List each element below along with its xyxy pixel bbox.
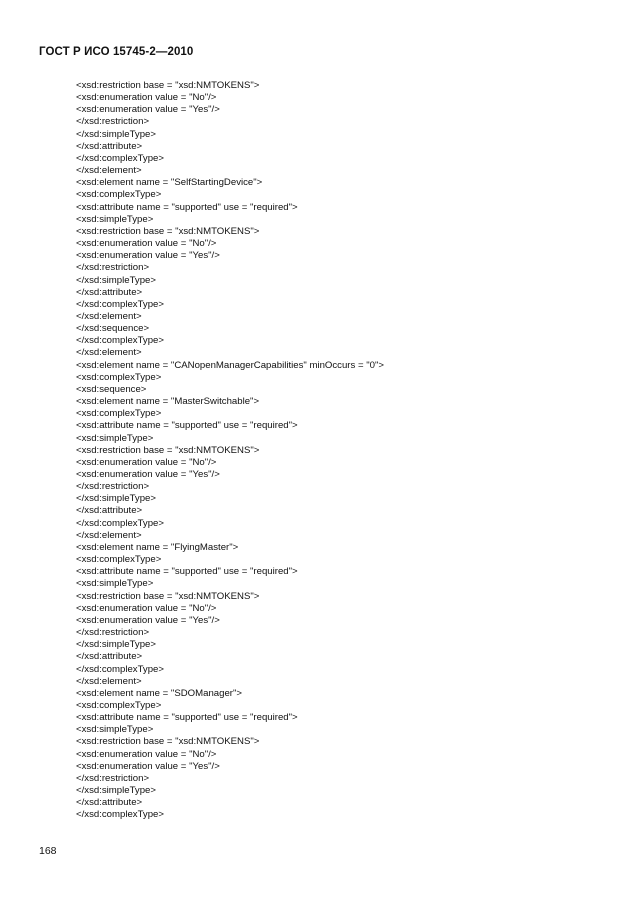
page-number: 168 xyxy=(39,845,57,857)
code-line: </xsd:element> xyxy=(76,675,142,687)
code-line: <xsd:enumeration value = "No"/> xyxy=(76,238,217,250)
code-line: <xsd:enumeration value = "No"/> xyxy=(76,456,217,468)
code-line: </xsd:attribute> xyxy=(76,286,143,298)
code-line: <xsd:complexType> xyxy=(76,408,162,420)
code-line: <xsd:simpleType> xyxy=(76,432,154,444)
document-header: ГОСТ Р ИСО 15745-2—2010 xyxy=(39,46,194,58)
code-line: <xsd:sequence> xyxy=(76,383,147,395)
code-line: </xsd:restriction> xyxy=(76,481,150,493)
code-line: </xsd:complexType> xyxy=(76,663,164,675)
code-line: <xsd:enumeration value = "Yes"/> xyxy=(76,760,220,772)
xsd-code-listing xyxy=(76,80,384,822)
code-line: <xsd:complexType> xyxy=(76,371,162,383)
code-line: </xsd:simpleType> xyxy=(76,128,156,140)
code-line: </xsd:simpleType> xyxy=(76,785,156,797)
code-line: </xsd:complexType> xyxy=(76,152,164,164)
code-line: </xsd:sequence> xyxy=(76,323,150,335)
code-line: <xsd:restriction base = "xsd:NMTOKENS"> xyxy=(76,80,260,91)
code-line: </xsd:attribute> xyxy=(76,505,143,517)
code-line: </xsd:attribute> xyxy=(76,797,143,809)
code-line: <xsd:element name = "FlyingMaster"> xyxy=(76,541,239,553)
code-line: <xsd:complexType> xyxy=(76,189,162,201)
code-line: </xsd:restriction> xyxy=(76,116,150,128)
code-line: <xsd:element name = "CANopenManagerCapabilities" minOccurs = "0"> xyxy=(76,359,384,371)
code-line: <xsd:attribute name = "supported" use = "required"> xyxy=(76,420,298,432)
code-line: <xsd:attribute name = "supported" use = "required"> xyxy=(76,566,298,578)
code-line: <xsd:restriction base = "xsd:NMTOKENS"> xyxy=(76,590,260,602)
code-line: <xsd:restriction base = "xsd:NMTOKENS"> xyxy=(76,444,260,456)
code-line: </xsd:element> xyxy=(76,529,142,541)
code-line: </xsd:simpleType> xyxy=(76,274,156,286)
code-line: <xsd:complexType> xyxy=(76,699,162,711)
code-line: </xsd:restriction> xyxy=(76,262,150,274)
code-line: <xsd:enumeration value = "No"/> xyxy=(76,748,217,760)
code-line: <xsd:enumeration value = "No"/> xyxy=(76,602,217,614)
code-line: </xsd:simpleType> xyxy=(76,493,156,505)
code-line: </xsd:complexType> xyxy=(76,298,164,310)
code-line: <xsd:enumeration value = "Yes"/> xyxy=(76,614,220,626)
code-line: </xsd:attribute> xyxy=(76,140,143,152)
code-line: <xsd:complexType> xyxy=(76,554,162,566)
code-line: </xsd:attribute> xyxy=(76,651,143,663)
code-line: <xsd:enumeration value = "Yes"/> xyxy=(76,104,220,116)
code-line: </xsd:element> xyxy=(76,347,142,359)
code-line: <xsd:enumeration value = "No"/> xyxy=(76,92,217,104)
code-line: </xsd:restriction> xyxy=(76,772,150,784)
code-line: <xsd:enumeration value = "Yes"/> xyxy=(76,469,220,480)
code-line: <xsd:enumeration value = "Yes"/> xyxy=(76,250,220,262)
code-line: <xsd:element name = "MasterSwitchable"> xyxy=(76,396,260,408)
code-line: </xsd:complexType> xyxy=(76,335,164,347)
code-line: <xsd:restriction base = "xsd:NMTOKENS"> xyxy=(76,736,260,748)
code-line: </xsd:simpleType> xyxy=(76,639,156,651)
code-line: </xsd:complexType> xyxy=(76,517,164,529)
code-line: <xsd:simpleType> xyxy=(76,213,154,225)
code-line: <xsd:simpleType> xyxy=(76,724,154,736)
code-line: </xsd:element> xyxy=(76,310,142,322)
code-line: <xsd:simpleType> xyxy=(76,578,154,590)
code-line: </xsd:element> xyxy=(76,165,142,177)
code-line: </xsd:restriction> xyxy=(76,627,150,639)
code-line: <xsd:restriction base = "xsd:NMTOKENS"> xyxy=(76,225,260,237)
code-line: </xsd:complexType> xyxy=(76,809,164,821)
code-line: <xsd:element name = "SDOManager"> xyxy=(76,687,242,699)
code-line: <xsd:element name = "SelfStartingDevice"> xyxy=(76,177,263,189)
code-line: <xsd:attribute name = "supported" use = "required"> xyxy=(76,201,298,213)
code-line: <xsd:attribute name = "supported" use = "required"> xyxy=(76,712,298,724)
